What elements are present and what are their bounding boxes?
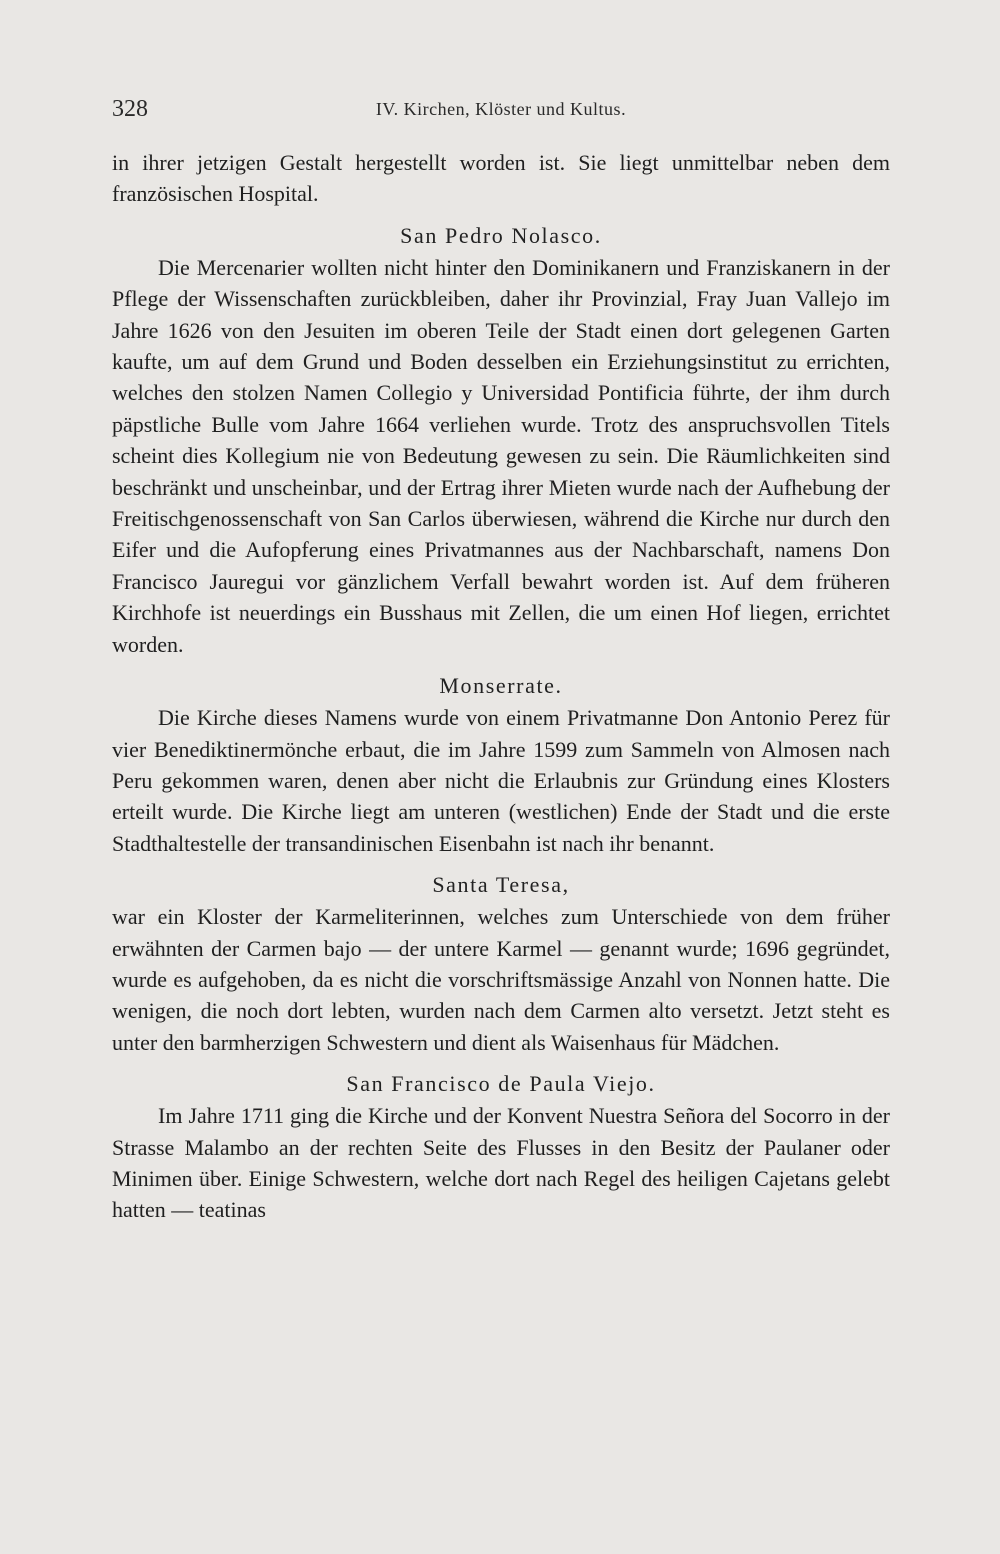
section-heading-san-pedro-nolasco: San Pedro Nolasco.	[400, 222, 602, 248]
page-header	[112, 96, 890, 130]
paragraph-san-pedro-nolasco: Die Mercenarier wollten nicht hinter den Dominikanern und Franziskanern in der Pflege der Wissenschaften zurückbleiben, daher ihr Provinzial, Fray Juan Vallejo im Jahre 1626 von den Jesuiten im oberen Teile der Stadt einen dort gelegenen Garten kaufte, um auf dem Grund und Boden desselben ein Erziehungsinstitut zu errichten, welches den stolzen Namen Collegio y Universidad Pontificia führte, der ihm durch päpstliche Bulle vom Jahre 1664 verliehen wurde. Trotz des anspruchsvollen Titels scheint dies Kollegium nie von Bedeutung gewesen zu sein. Die Räumlichkeiten sind beschränkt und unscheinbar, und der Ertrag ihrer Mieten wurde nach der Aufhebung der Freitischgenossenschaft von San Carlos überwiesen, während die Kirche nur durch den Eifer und die Aufopferung eines Privatmannes aus der Nachbarschaft, namens Don Francisco Jauregui vor gänzlichem Verfall bewahrt worden ist. Auf dem früheren Kirchhofe ist neuerdings ein Busshaus mit Zellen, die um einen Hof liegen, errichtet worden.	[112, 254, 890, 657]
running-head: IV. Kirchen, Klöster und Kultus.	[375, 99, 627, 119]
section-heading-san-francisco-de-paula-viejo: San Francisco de Paula Viejo.	[346, 1071, 656, 1097]
section-heading-monserrate: Monserrate.	[439, 673, 563, 699]
paragraph-continuation: in ihrer jetzigen Gestalt hergestellt worden ist. Sie liegt unmittelbar neben dem französischen Hospital.	[112, 150, 890, 207]
paragraph-monserrate: Die Kirche dieses Namens wurde von einem Privatmanne Don Antonio Perez für vier Benediktinermönche erbaut, die im Jahre 1599 zum Sammeln von Almosen nach Peru gekommen waren, denen aber nicht die Erlaubnis zur Gründung eines Klosters erteilt wurde. Die Kirche liegt am unteren (westlichen) Ende der Stadt und die erste Stadthaltestelle der transandinischen Eisenbahn ist nach ihr benannt.	[112, 705, 890, 856]
paragraph-santa-teresa: war ein Kloster der Karmeliterinnen, welches zum Unterschiede von dem früher erwähnten der Carmen bajo — der untere Karmel — genannt wurde; 1696 gegründet, wurde es aufgehoben, da es nicht die vorschriftsmässige Anzahl von Nonnen hatte. Die wenigen, die noch dort lebten, wurden nach dem Carmen alto versetzt. Jetzt steht es unter den barmherzigen Schwestern und dient als Waisenhaus für Mädchen.	[112, 904, 890, 1055]
paragraph-san-francisco-de-paula-viejo: Im Jahre 1711 ging die Kirche und der Konvent Nuestra Señora del Socorro in der Strasse Malambo an der rechten Seite des Flusses in den Besitz der Paulaner oder Minimen über. Einige Schwestern, welche dort nach Regel des heiligen Cajetans gelebt hatten — teatinas	[112, 1103, 890, 1223]
page-body	[112, 147, 890, 1226]
page-number: 328	[112, 96, 148, 122]
section-heading-santa-teresa: Santa Teresa,	[432, 872, 570, 898]
